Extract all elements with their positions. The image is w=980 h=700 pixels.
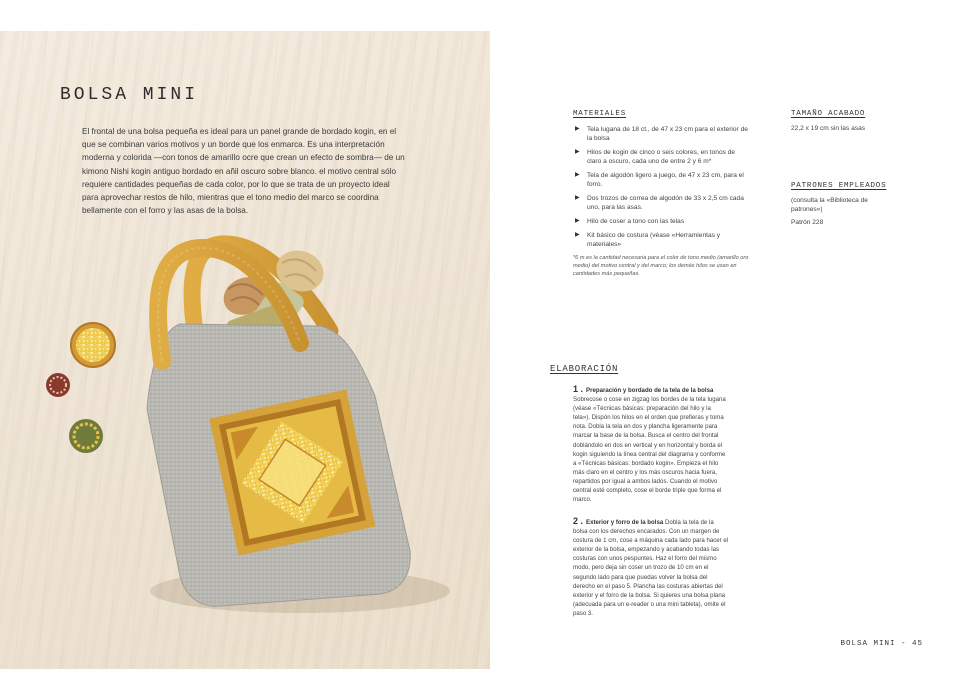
bullet-triangle-icon: ▶ (575, 149, 580, 155)
elaboration-heading: ELABORACIÓN (550, 364, 619, 374)
step-text: Sobrecose o cose en zigzag los bordes de la tela lugana (véase «Técnicas básicas: preparación del hilo y la tela»). Dispón los hilos en el orden que prefieras y toma nota. Dobla la tela en dos y plancha ligeramente para marcar la base de la bolsa. Busca el centro del frontal doblándolo en dos en vertical y en horizontal y borda el kogin siguiendo la línea central del diagrama y conforme a «Técnicas básicas: bordado kogin». Empieza el hilo más claro en el centro y los más oscuros hacia fuera, repartidos por igual a ambos lados. Cuando el motivo central esté completo, cose el borde triple que forma el marco. (573, 396, 726, 504)
page-title: BOLSA MINI (60, 85, 199, 105)
kogin-buttons (46, 323, 115, 453)
step-number: 2 . (573, 516, 584, 526)
finished-size-value: 22,2 x 19 cm sin las asas (791, 125, 866, 132)
materials-list (573, 125, 748, 254)
step-text: Dobla la tela de la bolsa con los derechos encarados. Con un margen de costura de 1 cm, cose a máquina cada lado para hacer el exterior de la bolsa, empezando y acabando todas las costuras con unos pespuntes. Haz el forro del mismo modo, pero deja sin coser un trozo de 10 cm en el segundo lado para que puedas volver la bolsa del derecho en el paso 5. Plancha las costuras abiertas del exterior y el forro de la bolsa. Si quieres una bolsa plana (adecuada para un e-reader o una mini tableta), omite el paso 3. (573, 519, 729, 617)
step-title: Exterior y forro de la bolsa (586, 519, 664, 526)
product-photo (0, 31, 490, 669)
list-item: ▶ Tela de algodón ligero a juego, de 47 x 23 cm, para el forro. (575, 172, 744, 188)
list-item: ▶ Hilo de coser a tono con las telas (575, 218, 685, 225)
step-1 (573, 385, 729, 504)
page-folio: BOLSA MINI - 45 (840, 640, 923, 648)
finished-size-heading: TAMAÑO ACABADO (791, 110, 866, 118)
list-item: ▶ Hilos de kogin de cinco o seis colores, en tonos de claro a oscuro, cada uno de entre 2 y 6 m* (575, 149, 736, 165)
list-item: ▶ Dos trozos de correa de algodón de 33 x 2,5 cm cada uno, para las asas. (575, 195, 744, 211)
list-item: ▶ Kit básico de costura (véase «Herramientas y materiales» (575, 232, 721, 248)
pattern-number: Patrón 228 (791, 219, 824, 226)
step-2 (573, 517, 729, 618)
materials-footnote: *6 m es la cantidad necesaria para el color de tono medio (amarillo oro medio) del motivo central y del marco; los demás hilos se usan en cantidades más pequeñas. (573, 255, 749, 277)
kogin-panel (209, 390, 375, 556)
bullet-triangle-icon: ▶ (575, 218, 580, 224)
bullet-triangle-icon: ▶ (575, 126, 580, 132)
bullet-triangle-icon: ▶ (575, 232, 580, 238)
patterns-heading: PATRONES EMPLEADOS (791, 182, 887, 190)
bullet-triangle-icon: ▶ (575, 172, 580, 178)
patterns-reference: (consulta la «Biblioteca de patrones») (791, 197, 868, 213)
intro-paragraph: El frontal de una bolsa pequeña es ideal para un panel grande de bordado kogin, en el que se combinan varios motivos y un borde que los enmarca. Es una interpretación moderna y colorida —con tonos de amarillo ocre que crean un efecto de sombra— de un kimono Nishi kogin antiguo bordado en añil oscuro sobre blanco. el motivo central sólo requiere cantidades pequeñas de cada color, por lo que se trata de un proyecto ideal para aprovechar restos de hilo, mientras que el tono medio del marco se coordina bellamente con el forro y las asas de la bolsa. (82, 127, 405, 216)
bullet-triangle-icon: ▶ (575, 195, 580, 201)
step-number: 1 . (573, 384, 584, 394)
materials-heading: MATERIALES (573, 110, 627, 118)
list-item: ▶ Tela lugana de 18 ct., de 47 x 23 cm para el exterior de la bolsa (575, 126, 748, 142)
step-title: Preparación y bordado de la tela de la bolsa (586, 387, 714, 394)
